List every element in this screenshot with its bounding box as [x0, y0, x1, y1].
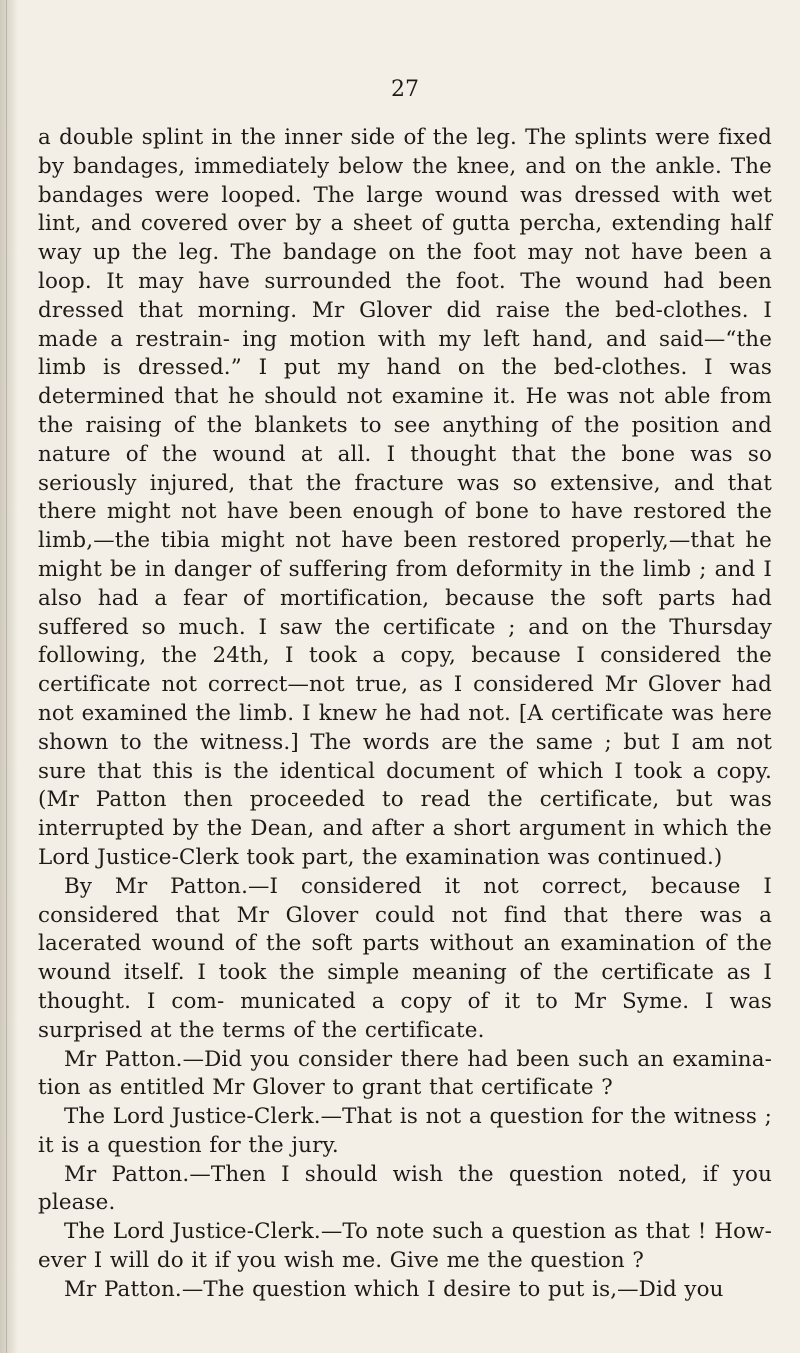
- paragraph-lord-justice-clerk-response: The Lord Justice-Clerk.—To note such a question as that ! How- ever I will do it if you wish me. Give me the question ?: [38, 1219, 772, 1274]
- paragraph-by-mr-patton: By Mr Patton.—I considered it not correct, because I considered that Mr Glover could not find that there was a lacerated wound of the soft parts without an examination of the wound itself. I took the simple meaning of the certificate as I thought. I com- municated a copy of it to Mr Syme. I was surprised at the terms of the certificate.: [38, 873, 772, 1043]
- paragraph-testimony-continued: a double splint in the inner side of the leg. The splints were fixed by bandages, immediately below the knee, and on the ankle. The bandages were looped. The large wound was dressed with wet lint, and covered over by a sheet of gutta percha, extending half way up the leg. The bandage on the foot may not have been a loop. It may have surrounded the foot. The wound had been dressed that morning. Mr Glover did raise the bed-clothes. I made a restrain- ing motion with my left hand, and said—“the limb is dressed.” I put my hand on the bed-clothes. I was determined that he should not examine it. He was not able from the raising of the blankets to see anything of the position and nature of the wound at all. I thought that the bone was so seriously injured, that the fracture was so extensive, and that there might not have been enough of bone to have restored the limb,—the tibia might not have been restored properly,—that he might be in danger of suffering from deformity in the limb ; and I also had a fear of mortification, because the soft parts had suffered so much. I saw the certificate ; and on the Thursday following, the 24th, I took a copy, because I considered the certificate not correct—not true, as I considered Mr Glover had not examined the limb. I knew he had not. [A certificate was here shown to the witness.] The words are the same ; but I am not sure that this is the identical document of which I took a copy. (Mr Patton then proceeded to read the certificate, but was interrupted by the Dean, and after a short argument in which the Lord Justice-Clerk took part, the examination was continued.): [38, 125, 772, 870]
- binding-gutter-line: [6, 0, 7, 1353]
- paragraph-patton-request: Mr Patton.—Then I should wish the question noted, if you please.: [38, 1161, 772, 1216]
- paragraph-lord-justice-clerk-reply: The Lord Justice-Clerk.—That is not a question for the witness ; it is a question for the jury.: [38, 1104, 772, 1158]
- paragraph-patton-question: Mr Patton.—Did you consider there had been such an examina- tion as entitled Mr Glover to grant that certificate ?: [38, 1046, 772, 1101]
- paragraph-patton-question-continued: Mr Patton.—The question which I desire to put is,—Did you: [64, 1276, 724, 1302]
- document-page: [38, 74, 772, 1346]
- page-edge-shadow: [0, 0, 18, 1353]
- page-number: 27: [391, 77, 419, 102]
- body-text: [38, 124, 772, 1305]
